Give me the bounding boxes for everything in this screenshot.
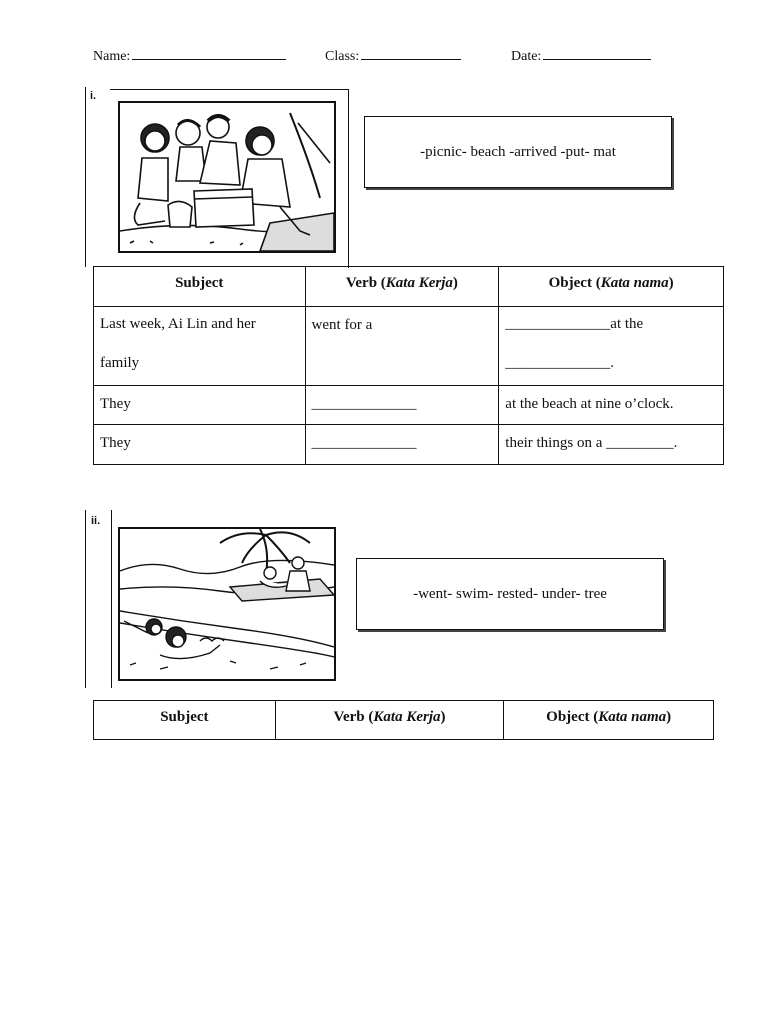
verb-header: Verb (Kata Kerja) xyxy=(275,701,504,740)
class-blank[interactable] xyxy=(361,58,461,60)
subject-header: Subject xyxy=(94,267,306,307)
family-picnic-icon xyxy=(120,103,334,251)
class-label: Class: xyxy=(325,49,360,64)
date-blank[interactable] xyxy=(543,58,651,60)
exercise-1-marker: i. xyxy=(90,90,97,102)
table-row xyxy=(94,307,724,386)
verb-header: Verb (Kata Kerja) xyxy=(305,267,499,307)
exercise-1-margin-line xyxy=(85,87,86,267)
exercise-2-picture-frame-line xyxy=(111,510,112,688)
object-header: Object (Kata nama) xyxy=(499,267,724,307)
verb-cell: went for a xyxy=(305,307,499,386)
object-cell[interactable]: their things on a _________. xyxy=(499,425,724,465)
exercise-1-header-row xyxy=(94,267,724,307)
word-bank-1 xyxy=(364,116,672,188)
object-cell: at the beach at nine o’clock. xyxy=(499,386,724,425)
subject-cell: They xyxy=(94,425,306,465)
subject-cell: They xyxy=(94,386,306,425)
word-bank-2 xyxy=(356,558,664,630)
verb-blank-cell[interactable]: ______________ xyxy=(305,386,499,425)
beach-swimming-illustration xyxy=(118,527,336,681)
subject-cell: Last week, Ai Lin and her family xyxy=(94,307,306,386)
verb-blank-cell[interactable]: ______________ xyxy=(305,425,499,465)
name-label: Name: xyxy=(93,49,131,64)
exercise-2-header-row xyxy=(94,701,714,740)
table-row xyxy=(94,386,724,425)
object-cell[interactable]: ______________at the ______________. xyxy=(499,307,724,386)
word-bank-2-text: -went- swim- rested- under- tree xyxy=(413,585,607,602)
date-field[interactable] xyxy=(511,49,651,65)
table-row xyxy=(94,425,724,465)
class-field[interactable] xyxy=(325,49,461,65)
name-field[interactable] xyxy=(93,49,286,65)
word-bank-1-text: -picnic- beach -arrived -put- mat xyxy=(420,143,616,160)
exercise-2-margin-line xyxy=(85,510,86,688)
exercise-2-table xyxy=(93,700,714,740)
exercise-2-marker: ii. xyxy=(91,515,101,527)
name-blank[interactable] xyxy=(132,58,286,60)
object-header: Object (Kata nama) xyxy=(504,701,714,740)
date-label: Date: xyxy=(511,49,542,64)
beach-swimming-icon xyxy=(120,529,334,679)
exercise-1-table xyxy=(93,266,724,465)
subject-header: Subject xyxy=(94,701,276,740)
family-picnic-illustration xyxy=(118,101,336,253)
